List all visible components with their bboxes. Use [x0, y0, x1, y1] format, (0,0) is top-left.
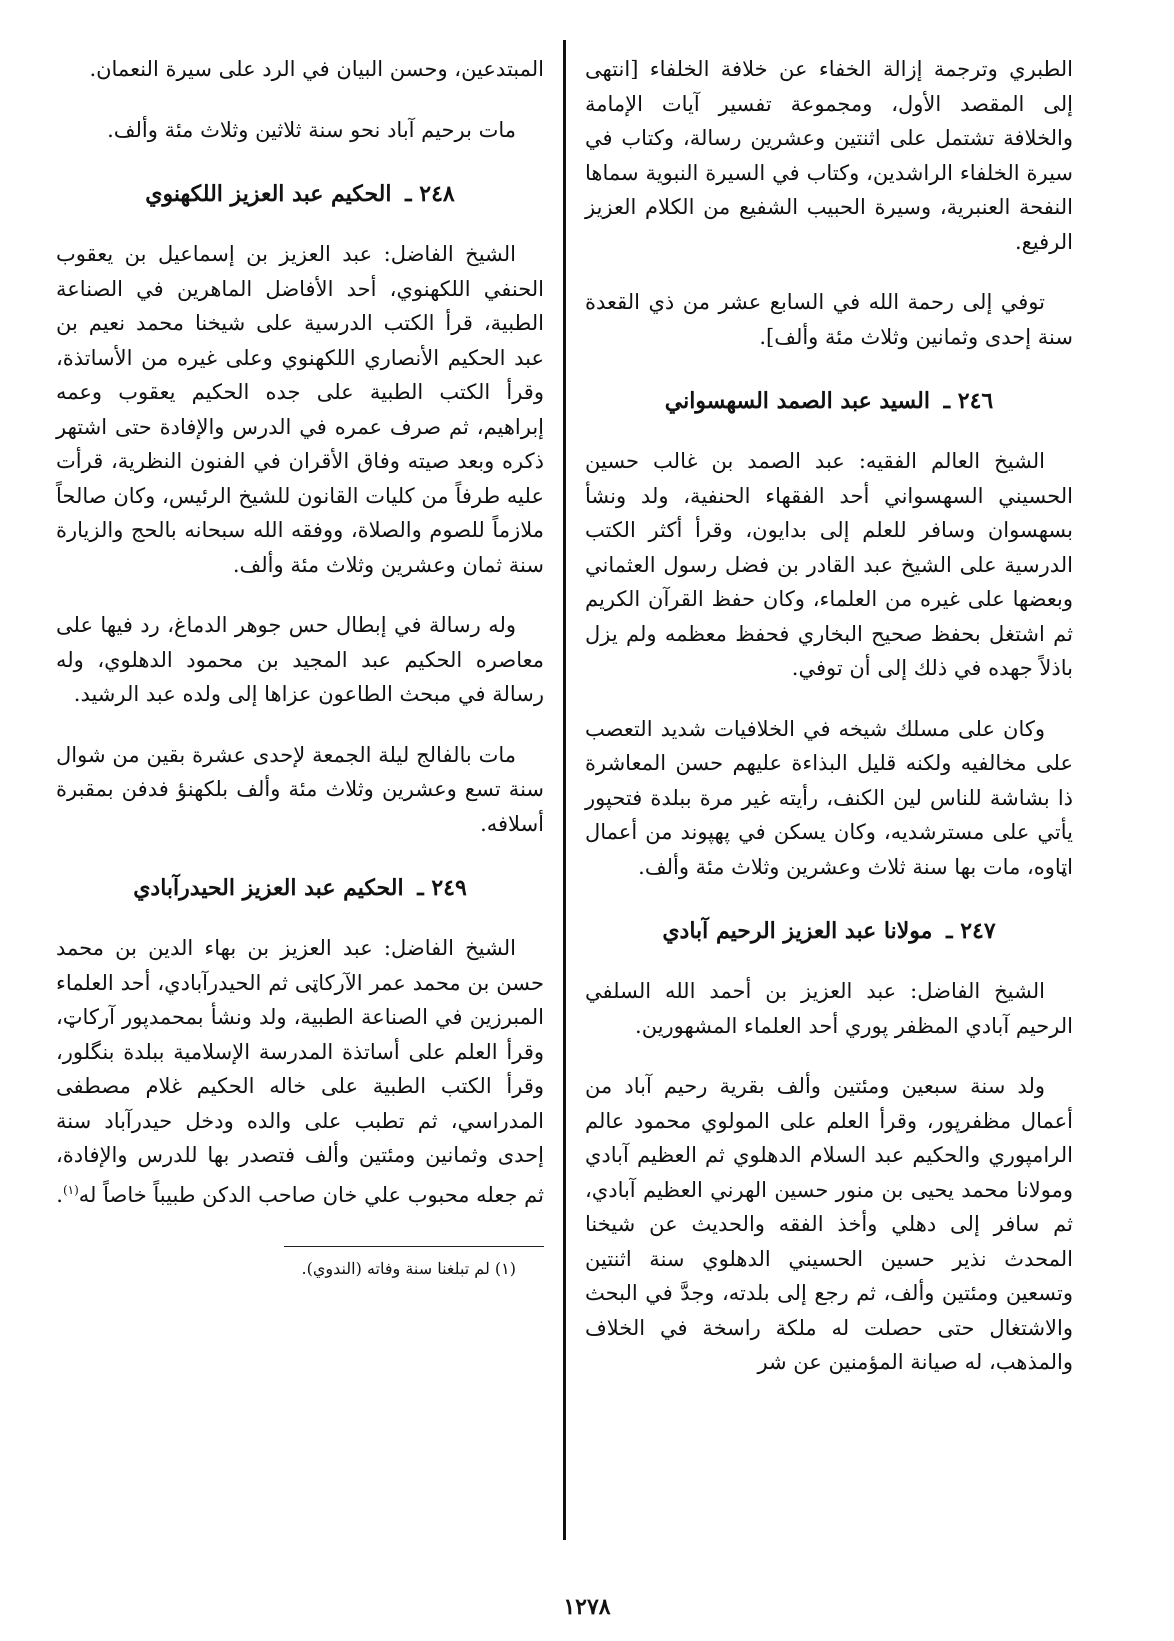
entry-number: ٢٤٨ ـ — [405, 181, 455, 207]
right-column — [585, 52, 1073, 1406]
entry-title: الحكيم عبد العزيز الحيدرآبادي — [133, 875, 404, 901]
paragraph: المبتدعين، وحسن البيان في الرد على سيرة النعمان. — [89, 57, 544, 81]
entry-number: ٢٤٦ ـ — [943, 388, 994, 414]
entry-title: الحكيم عبد العزيز اللكهنوي — [145, 181, 392, 207]
footnote-ref[interactable]: (١) — [62, 1182, 79, 1197]
footnote: (١) لم تبلغنا سنة وفاته (الندوي). — [301, 1259, 516, 1278]
footnote-rule — [284, 1246, 544, 1247]
column-divider — [563, 40, 566, 1540]
entry-title: السيد عبد الصمد السهسواني — [664, 388, 930, 414]
entry-title: مولانا عبد العزيز الرحيم آبادي — [662, 918, 933, 944]
entry-heading-249 — [56, 871, 544, 905]
entry-number: ٢٤٩ ـ — [417, 875, 467, 901]
paragraph: وكان على مسلك شيخه في الخلافيات شديد التعصب على مخالفيه ولكنه قليل البذاءة عليهم حسن المعاشرة ذا بشاشة للناس لين الكنف، رأيته غير مرة ببلدة فتحپور يأتي على مسترشديه، وكان يسكن في پهپوند من أعمال اټاوه، مات بها سنة ثلاث وعشرين وثلاث مئة وألف. — [585, 716, 1073, 879]
paragraph: توفي إلى رحمة الله في السابع عشر من ذي القعدة سنة إحدى وثمانين وثلاث مئة وألف]. — [585, 290, 1073, 349]
left-column — [56, 52, 544, 1307]
paragraph: وله رسالة في إبطال حس جوهر الدماغ، رد فيها على معاصره الحكيم عبد المجيد بن محمود الدهلوي، وله رسالة في مبحث الطاعون عزاها إلى ولده عبد الرشيد. — [56, 613, 544, 706]
entry-heading-246 — [585, 384, 1073, 418]
paragraph-end: . — [56, 1182, 63, 1207]
entry-number: ٢٤٧ ـ — [946, 918, 996, 944]
page-number: ١٢٧٨ — [563, 1594, 611, 1620]
paragraph: الشيخ الفاضل: عبد العزيز بن أحمد الله السلفي الرحيم آبادي المظفر پوري أحد العلماء المشهورين. — [585, 979, 1073, 1038]
paragraph: مات برحيم آباد نحو سنة ثلاثين وثلاث مئة وألف. — [107, 117, 516, 142]
entry-heading-247 — [585, 914, 1073, 948]
entry-heading-248 — [56, 177, 544, 211]
paragraph — [56, 931, 544, 1212]
paragraph: الطبري وترجمة إزالة الخفاء عن خلافة الخلفاء [انتهى إلى المقصد الأول، ومجموعة تفسير آيات الإمامة والخلافة تشتمل على اثنتين وعشرين رسالة، وكتاب في سيرة الخلفاء الراشدين، وكتاب في السيرة النبوية سماها النفحة العنبرية، وسيرة الحبيب الشفيع من الكلام العزيز الرفيع. — [585, 57, 1073, 254]
paragraph: ولد سنة سبعين ومئتين وألف بقرية رحيم آباد من أعمال مظفرپور، وقرأ العلم على المولوي محمود عالم الرامپوري والحكيم عبد السلام الدهلوي ثم العظيم آبادي ومولانا محمد يحيى بن منور حسين الهرني العظيم آبادي، ثم سافر إلى دهلي وأخذ الفقه والحديث عن شيخنا المحدث نذير حسين الحسيني الدهلوي سنة اثنتين وتسعين ومئتين وألف، ثم رجع إلى بلدته، وجدَّ في البحث والاشتغال حتى حصلت له ملكة راسخة في الخلاف والمذهب، له صيانة المؤمنين عن شر — [585, 1074, 1073, 1374]
paragraph: الشيخ الفاضل: عبد العزيز بن إسماعيل بن يعقوب الحنفي اللكهنوي، أحد الأفاضل الماهرين في الصناعة الطبية، قرأ الكتب الدرسية على شيخنا محمد نعيم بن عبد الحكيم الأنصاري اللكهنوي وعلى غيره من الأساتذة، وقرأ الكتب الطبية على جده الحكيم يعقوب وعمه إبراهيم، ثم صرف عمره في الدرس والإفادة حتى اشتهر ذكره وبعد صيته وفاق الأقران في الفنون النظرية، قرأت عليه طرفاً من كليات القانون للشيخ الرئيس، وكان صالحاً ملازماً للصوم والصلاة، ووفقه الله سبحانه بالحج والزيارة سنة ثمان وعشرين وثلاث مئة وألف. — [56, 242, 544, 577]
paragraph-text: الشيخ الفاضل: عبد العزيز بن بهاء الدين بن محمد حسن بن محمد عمر الآركاټى ثم الحيدرآبادي، أحد العلماء المبرزين في الصناعة الطبية، ولد ونشأ بمحمدپور آركاټ، وقرأ العلم على أساتذة المدرسة الإسلامية ببلدة بنگلور، وقرأ الكتب الطبية على خاله الحكيم غلام مصطفى المدراسي، ثم تطبب على والده ودخل حيدرآباد سنة إحدى وثمانين ومئتين وألف فتصدر بها للدرس والإفادة، ثم جعله محبوب علي خان صاحب الدكن طبيباً خاصاً له — [56, 936, 544, 1207]
paragraph: مات بالفالج ليلة الجمعة لإحدى عشرة بقين من شوال سنة تسع وعشرين وثلاث مئة وألف بلكهنؤ فدفن بمقبرة أسلافه. — [56, 742, 544, 836]
paragraph: الشيخ العالم الفقيه: عبد الصمد بن غالب حسين الحسيني السهسواني أحد الفقهاء الحنفية، ولد ونشأ بسهسوان وسافر للعلم إلى بدايون، وقرأ أكثر الكتب الدرسية على الشيخ عبد القادر بن فضل رسول العثماني وبعضها على غيره من العلماء، وكان حفظ القرآن الكريم ثم اشتغل بحفظ صحيح البخاري فحفظ معظمه ولم يزل باذلاً جهده في ذلك إلى أن توفي. — [585, 449, 1073, 680]
